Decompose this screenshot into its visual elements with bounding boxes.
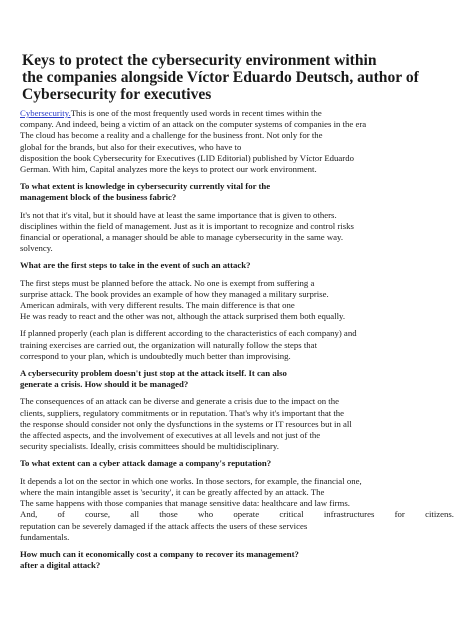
question-line: To what extent can a cyber attack damage a company's reputation? <box>20 458 272 469</box>
paragraph-line: And, of course, all those who operate critical infrastructures for citizens. <box>20 509 454 520</box>
answer-paragraph <box>20 476 454 543</box>
paragraph-line: disciplines within the field of management. Just as it is important to recognize and control risks <box>20 220 354 231</box>
question-line: To what extent is knowledge in cybersecurity currently vital for the <box>20 181 271 192</box>
paragraph-line: German. With him, Capital analyzes more the keys to protect our work environment. <box>20 164 317 175</box>
answer-paragraph <box>20 396 454 452</box>
intro-first-line <box>20 108 454 119</box>
answer-paragraph <box>20 210 454 255</box>
paragraph-line: The consequences of an attack can be diverse and generate a crisis due to the impact on the <box>20 396 339 407</box>
paragraph-line: disposition the book Cybersecurity for Executives (LID Editorial) published by Víctor Eduardo <box>20 152 354 163</box>
question-heading <box>20 458 454 469</box>
title-line: Cybersecurity for executives <box>22 86 212 103</box>
paragraph-line: correspond to your plan, which is undoubtedly much better than improvising. <box>20 350 291 361</box>
question-line: after a digital attack? <box>20 560 101 571</box>
intro-paragraph <box>20 108 454 175</box>
paragraph-line: surprise attack. The book provides an example of how they managed a military surprise. <box>20 288 329 299</box>
paragraph-line: the affected aspects, and the involvement of executives at all levels and not just of the <box>20 430 321 441</box>
intro-first-line-text: This is one of the most frequently used words in recent times within the <box>70 108 322 118</box>
cybersecurity-link[interactable]: Cybersecurity. <box>20 108 71 118</box>
paragraph-line: financial or operational, a manager should be able to manage cybersecurity in the same way. <box>20 232 344 243</box>
paragraph-line: the response should consider not only the dysfunctions in the systems or IT resources but in all <box>20 418 352 429</box>
question-line: How much can it economically cost a company to recover its management? <box>20 548 299 559</box>
question-line: management block of the business fabric? <box>20 192 177 203</box>
title-line: the companies alongside Víctor Eduardo Deutsch, author of <box>22 69 419 86</box>
question-line: generate a crisis. How should it be managed? <box>20 379 189 390</box>
question-heading <box>20 368 454 390</box>
paragraph-line: security specialists. Ideally, crisis committees should be multidisciplinary. <box>20 441 279 452</box>
paragraph-line: American admirals, with very different results. The main difference is that one <box>20 300 295 311</box>
paragraph-line: The same happens with those companies that manage sensitive data: healthcare and law firms. <box>20 498 350 509</box>
answer-paragraph <box>20 328 454 362</box>
paragraph-line: If planned properly (each plan is different according to the characteristics of each company) and <box>20 328 357 339</box>
question-heading <box>20 549 454 571</box>
paragraph-line: where the main intangible asset is 'security', it can be greatly affected by an attack. The <box>20 486 325 497</box>
paragraph-line: reputation can be severely damaged if the attack affects the users of these services <box>20 520 308 531</box>
article-title <box>22 52 454 103</box>
question-heading <box>20 181 454 203</box>
paragraph-line: He was ready to react and the other was not, although the attack surprised them both equally. <box>20 311 346 322</box>
paragraph-line: solvency. <box>20 243 53 254</box>
paragraph-line: The cloud has become a reality and a challenge for the business front. Not only for the <box>20 130 323 141</box>
question-line: A cybersecurity problem doesn't just stop at the attack itself. It can also <box>20 368 287 379</box>
question-line: What are the first steps to take in the event of such an attack? <box>20 260 251 271</box>
paragraph-line: The first steps must be planned before the attack. No one is exempt from suffering a <box>20 277 315 288</box>
answer-paragraph <box>20 278 454 323</box>
paragraph-line: global for the brands, but also for their executives, who have to <box>20 141 242 152</box>
paragraph-line: training exercises are carried out, the organization will naturally follow the steps that <box>20 339 317 350</box>
paragraph-line: clients, suppliers, regulatory commitments or in reputation. That's why it's important that the <box>20 407 345 418</box>
paragraph-line: It depends a lot on the sector in which one works. In those sectors, for example, the financial one, <box>20 475 362 486</box>
paragraph-line: fundamentals. <box>20 531 70 542</box>
question-heading <box>20 260 454 271</box>
title-line: Keys to protect the cybersecurity environment within <box>22 52 377 69</box>
paragraph-line: company. And indeed, being a victim of an attack on the computer systems of companies in the era <box>20 119 367 130</box>
paragraph-line: It's not that it's vital, but it should have at least the same importance that is given to others. <box>20 209 337 220</box>
